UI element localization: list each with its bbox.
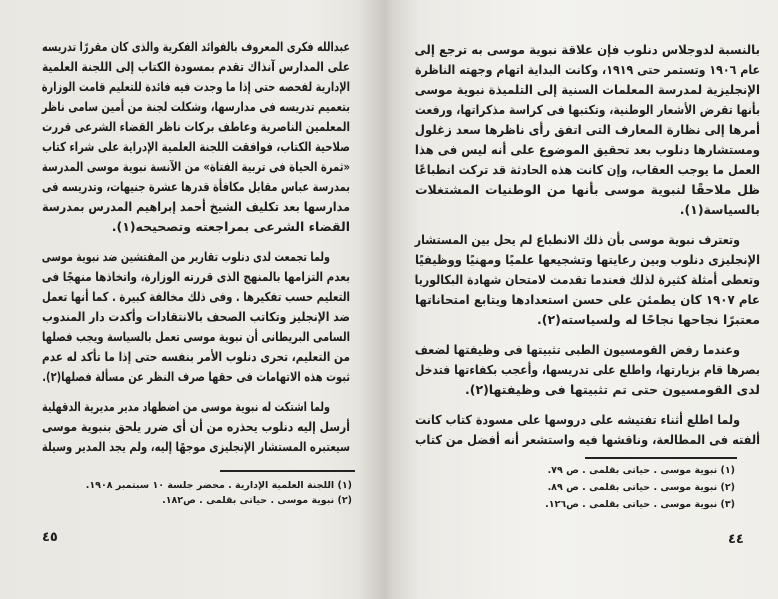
text-line: سيعتبره المستشار الإنجليزى موجهًا إليه، ولم يجد المدير وسيلة <box>41 439 351 454</box>
footnote: (٣) نبوية موسى . حياتى بقلمى . ص١٢٦. <box>545 499 735 510</box>
footnote-divider <box>220 470 355 472</box>
text-line: الإدارية لفحصه حتى إذا ما وجدت فيه فائدة للتعليم قامت الوزارة <box>41 79 350 94</box>
text-line: بعدم التزامها بالمنهج الذى قررته الوزارة، واتخاذها منهجًا فى <box>41 269 351 284</box>
text-line: من التعليم، تحرى دنلوب الأمر بنفسه حتى إذا ما تأكد له عدم <box>42 349 350 364</box>
footnote: (٢) نبوية موسى . حياتى بقلمى . ص١٨٢. <box>162 495 352 506</box>
text-line: بصرها قام بزيارتها، واطلع على تدريسها، وأعجب بكفاءتها فتدخل <box>415 362 760 377</box>
footnote: (١) اللجنة العلمية الإدارية . محضر جلسة ١٠ سبتمبر ١٩٠٨. <box>85 480 352 491</box>
text-line: القضاء الشرعى بمراجعته وتصحيحه(١). <box>111 219 350 234</box>
text-line: معتبرًا نجاحها نجاحًا له ولسياسته(٢). <box>537 312 760 327</box>
right-page <box>390 0 778 599</box>
text-line: عام ١٩٠٧ كان يطمئن على حسن استعدادها ويتابع امتحاناتها <box>415 292 760 307</box>
text-line: أرسل إليه دنلوب يحذره من أن أى ضرر يلحق بنبوية موسى <box>42 419 350 434</box>
text-line: «ثمرة الحياة فى تربية الفتاة» من الآنسة نبوية موسى المدرسة <box>41 159 350 174</box>
text-line: المعلمين الناصرية وعاطف بركات ناظر القضاء الشرعى قررت <box>42 119 350 134</box>
text-line: وعندما رفض القومسيون الطبى تثبيتها فى وظيفتها لضعف <box>414 342 740 357</box>
text-line: ضد الإنجليز وتكاتب الصحف بالانتقادات وأكدت دار المندوب <box>41 309 351 324</box>
page-number: ٤٤ <box>728 532 744 547</box>
text-line: لدى القومسيون حتى تم تثبيتها فى وظيفتها(٢). <box>464 382 760 397</box>
text-line: أمرها إلى نظارة المعارف التى اتفق رأى ناظرها سعد زغلول <box>414 122 760 137</box>
text-line: العمل ما يوجب العقاب، وإن كانت هذه الحادثة قد تركت انطباعًا <box>414 162 760 177</box>
text-line: بالسياسة(١). <box>679 202 760 217</box>
text-line: بأنها تقرض الأشعار الوطنية، وتكتبها فى كراسة مذكراتها، ورفعت <box>414 102 760 117</box>
text-line: ولما اطلع أثناء تفتيشه على دروسها على مسودة كتاب كانت <box>415 412 740 427</box>
text-line: بالنسبة لدوجلاس دنلوب فإن علاقة نبوية موسى به ترجع إلى <box>414 42 760 57</box>
text-line: الإنجليزية لمدرسة المعلمات السنية إلى التلميذة نبوية موسى <box>414 82 760 97</box>
footnote: (٢) نبوية موسى . حياتى بقلمى . ص ٨٩. <box>547 482 735 493</box>
left-page <box>0 0 388 599</box>
text-line: ولما اشتكت له نبوية موسى من اضطهاد مدير مديرية الدقهلية <box>41 399 330 414</box>
text-line: عبدالله فكرى المعروف بالفوائد الفكرية والذى كان مقررًا تدريسه <box>41 39 350 54</box>
text-line: بمدرسة عباس مقابل مكافأة قدرها عشرة جنيهات، وتدريسه فى <box>42 179 350 194</box>
text-line: مدارسها بعد تكليف الشيخ أحمد إبراهيم المدرس بمدرسة <box>42 199 350 214</box>
text-line: ومستشارها دنلوب بعد تحقيق الموضوع على أنه ليس فى هذا <box>414 142 760 157</box>
text-line: ألفته فى المطالعة، وناقشها فيه واستشعر أنه أفضل من كتاب <box>415 432 760 447</box>
text-line: صلاحية الكتاب، فوافقت اللجنة العلمية الإدراية على شراء كتاب <box>42 139 350 154</box>
text-line: ثبوت هذه الاتهامات فى حقها صرف النظر عن مسألة فصلها(٢). <box>42 369 350 384</box>
text-line: ولما تجمعت لدى دنلوب تقارير من المفتشين ضد نبوية موسى <box>41 249 331 264</box>
text-line: بتعميم تدريسه فى مدارسها، وشكلت لجنة من أمين سامى ناظر <box>41 99 351 114</box>
footnote: (١) نبوية موسى . حياتى بقلمى . ص ٧٩. <box>547 465 735 476</box>
text-line: وتعترف نبوية موسى بأن ذلك الانطباع لم يحل بين المستشار <box>414 232 740 247</box>
footnote-divider <box>585 457 737 459</box>
text-line: ظل ملاحقًا لنبوية موسى بأنها من الوطنيات المشتغلات <box>415 182 760 197</box>
text-line: التعليم حسب تفكيرها . وفى ذلك مخالفة كبيرة . كما أنها تعمل <box>42 289 350 304</box>
text-line: الإنجليزى دنلوب وبين رعايتها وتشجيعها علميًا ومهنيًا ووظيفيًا <box>415 252 760 267</box>
page-number: ٤٥ <box>42 530 58 545</box>
text-line: عام ١٩٠٦ وتستمر حتى ١٩١٩، وكانت البداية اتهام وجهته الناظرة <box>415 62 760 77</box>
text-line: على المدارس آنذاك تقدم بمسودة الكتاب إلى اللجنة العلمية <box>41 59 350 74</box>
text-line: وتعطى أمثلة كثيرة لذلك فعندما تقدمت لامتحان شهادة البكالوريا <box>414 272 760 287</box>
text-line: السامى البريطانى أن نبوية موسى تعمل بالسياسة ويجب فصلها <box>42 329 350 344</box>
